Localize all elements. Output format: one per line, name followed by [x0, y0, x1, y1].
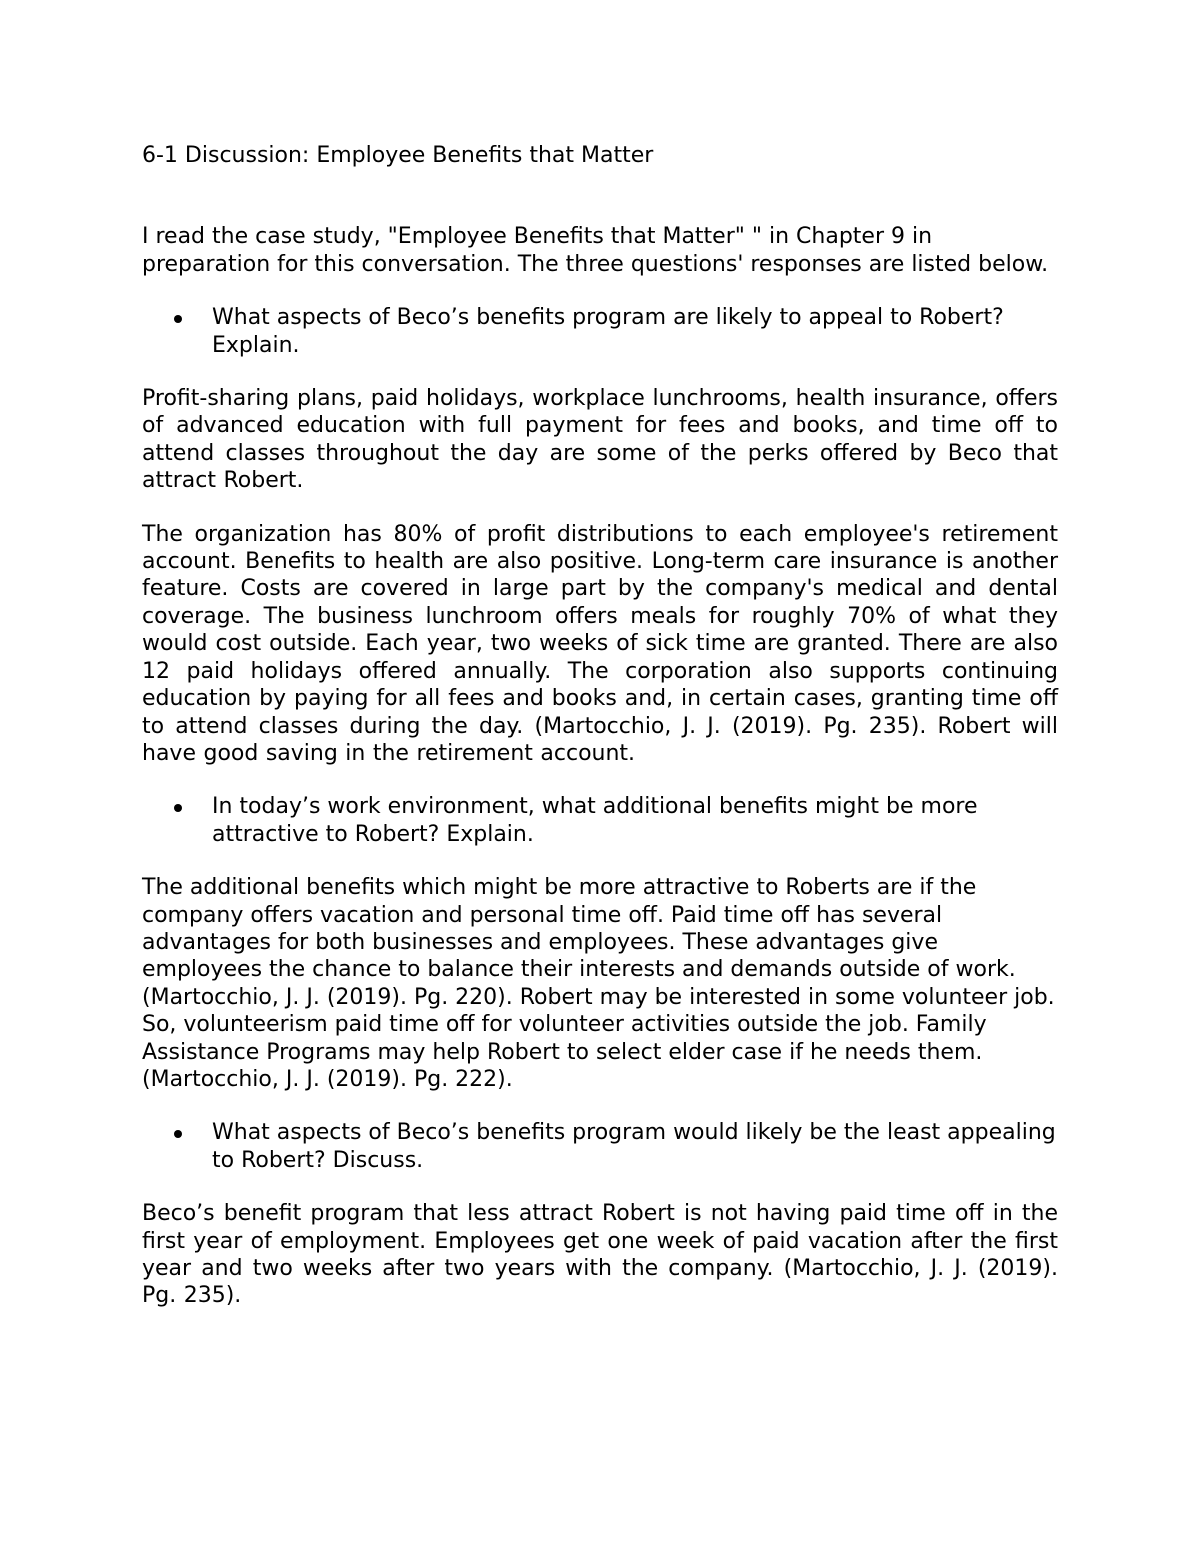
- document-title: 6-1 Discussion: Employee Benefits that Matter: [142, 143, 654, 168]
- bullet-icon: [174, 804, 182, 812]
- question-2-bullet: [142, 793, 1058, 848]
- question-1-bullet: [142, 304, 1058, 359]
- bullet-icon: [174, 1130, 182, 1138]
- intro-paragraph: I read the case study, "Employee Benefits that Matter" " in Chapter 9 in preparation for this conversation. The three questions' responses are listed below.: [142, 224, 1049, 277]
- document-body: [142, 142, 1058, 1336]
- question-2-text: In today’s work environment, what additional benefits might be more attractive to Robert? Explain.: [212, 794, 978, 847]
- answer-1-paragraph-1: Profit-sharing plans, paid holidays, workplace lunchrooms, health insurance, offers of advanced education with full payment for fees and books, and time off to attend classes throughout the day are some of the perks offered by Beco that attract Robert.: [142, 386, 1058, 494]
- answer-2-paragraph: The additional benefits which might be more attractive to Roberts are if the company offers vacation and personal time off. Paid time off has several advantages for both businesses and employees. These advantages give employees the chance to balance their interests and demands outside of work. (Martocchio, J. J. (2019). Pg. 220). Robert may be interested in some volunteer job. So, volunteerism paid time off for volunteer activities outside the job. Family Assistance Programs may help Robert to select elder case if he needs them. (Martocchio, J. J. (2019). Pg. 222).: [142, 875, 1055, 1092]
- answer-3-paragraph: Beco’s benefit program that less attract Robert is not having paid time off in the first year of employment. Employees get one week of paid vacation after the first year and two weeks after two years with the company. (Martocchio, J. J. (2019). Pg. 235).: [142, 1201, 1058, 1309]
- answer-1-paragraph-2: The organization has 80% of profit distributions to each employee's retirement account. Benefits to health are also positive. Long-term care insurance is another feature. Costs are covered in large part by the company's medical and dental coverage. The business lunchroom offers meals for roughly 70% of what they would cost outside. Each year, two weeks of sick time are granted. There are also 12 paid holidays offered annually. The corporation also supports continuing education by paying for all fees and books and, in certain cases, granting time off to attend classes during the day. (Martocchio, J. J. (2019). Pg. 235). Robert will have good saving in the retirement account.: [142, 521, 1058, 766]
- question-3-text: What aspects of Beco’s benefits program would likely be the least appealing to Robert? Discuss.: [212, 1120, 1056, 1173]
- question-1-text: What aspects of Beco’s benefits program are likely to appeal to Robert? Explain.: [212, 305, 1004, 358]
- question-3-bullet: [142, 1119, 1058, 1174]
- bullet-icon: [174, 315, 182, 323]
